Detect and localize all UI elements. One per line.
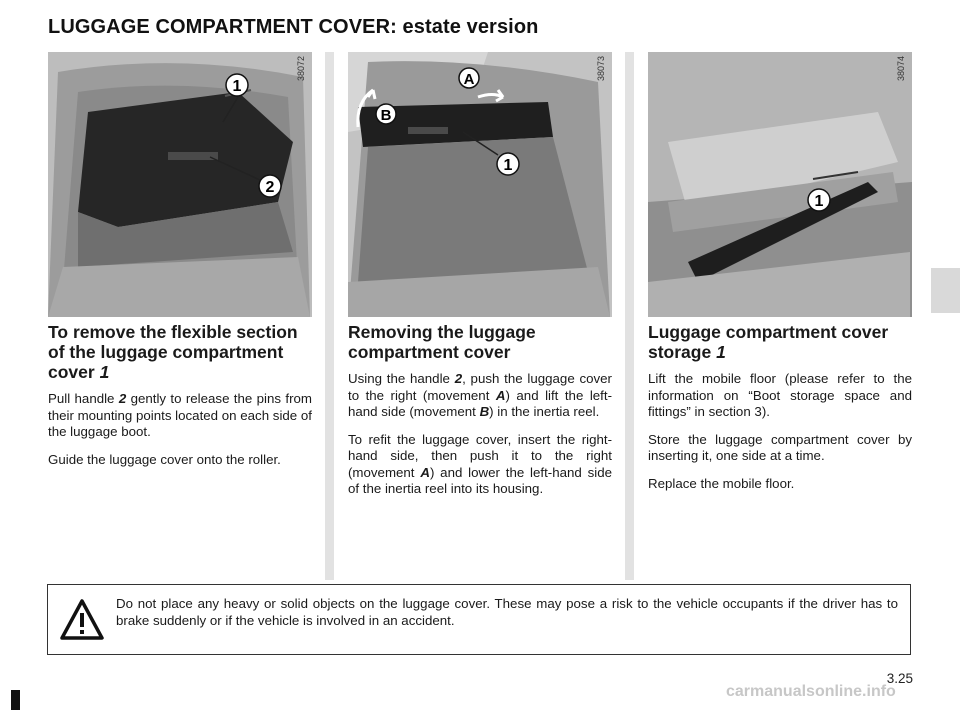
paragraph: Using the handle 2, push the luggage cover to the right (movement A) and lift the left-hand side (movement B) in the inertia reel. — [348, 371, 612, 419]
page-number: 3.25 — [886, 671, 913, 686]
warning-box — [47, 584, 911, 655]
callout-A: A — [463, 71, 475, 88]
page-edge-mark — [11, 690, 20, 710]
column-removing-cover — [348, 322, 612, 509]
photo-ref-number: 38074 — [896, 56, 906, 82]
paragraph: Store the luggage compartment cover by inserting it, one side at a time. — [648, 431, 912, 463]
photo-2-callouts — [348, 52, 612, 317]
warning-triangle-icon — [60, 598, 104, 642]
photo-3-callouts — [648, 52, 912, 317]
section-heading: Luggage compartment cover storage 1 — [648, 322, 889, 362]
column-remove-flexible-section — [48, 322, 312, 479]
callout-1: 1 — [503, 157, 513, 174]
page-title: LUGGAGE COMPARTMENT COVER: estate version — [48, 16, 539, 38]
heading-ref: 1 — [99, 362, 110, 382]
photo-ref-number: 38072 — [296, 56, 306, 82]
section-tab-marker — [931, 268, 960, 313]
column-cover-storage — [648, 322, 912, 503]
callout-2: 2 — [265, 179, 275, 196]
paragraph: Pull handle 2 gently to release the pins from their mounting points located on each side of the luggage boot. — [48, 391, 312, 439]
photo-cover-storage — [648, 52, 912, 317]
paragraph: Lift the mobile floor (please refer to the information on “Boot storage space and fittings” in section 3). — [648, 371, 912, 419]
callout-1: 1 — [814, 193, 824, 210]
paragraph: Guide the luggage cover onto the roller. — [48, 451, 281, 467]
heading-ref: 1 — [716, 342, 726, 362]
photo-1-callouts — [48, 52, 312, 317]
paragraph: Replace the mobile floor. — [648, 475, 795, 491]
photo-cover-removal — [48, 52, 312, 317]
column-divider — [625, 52, 634, 580]
paragraph: To refit the luggage cover, insert the right-hand side, then push it to the right (movement A) and lower the left-hand side of the inertia reel into its housing. — [348, 431, 613, 496]
watermark: carmanualsonline.info — [726, 683, 896, 700]
photo-ref-number: 38073 — [596, 56, 606, 82]
column-divider — [325, 52, 334, 580]
photo-cover-movement — [348, 52, 612, 317]
section-heading: To remove the flexible section of the luggage compartment cover 1 — [48, 322, 298, 382]
warning-text: Do not place any heavy or solid objects on the luggage cover. These may pose a risk to the vehicle occupants if the driver has to brake suddenly or if the vehicle is involved in an accident. — [116, 596, 898, 628]
callout-B: B — [380, 107, 392, 124]
section-heading: Removing the luggage compartment cover — [348, 322, 536, 362]
callout-1: 1 — [232, 78, 242, 95]
